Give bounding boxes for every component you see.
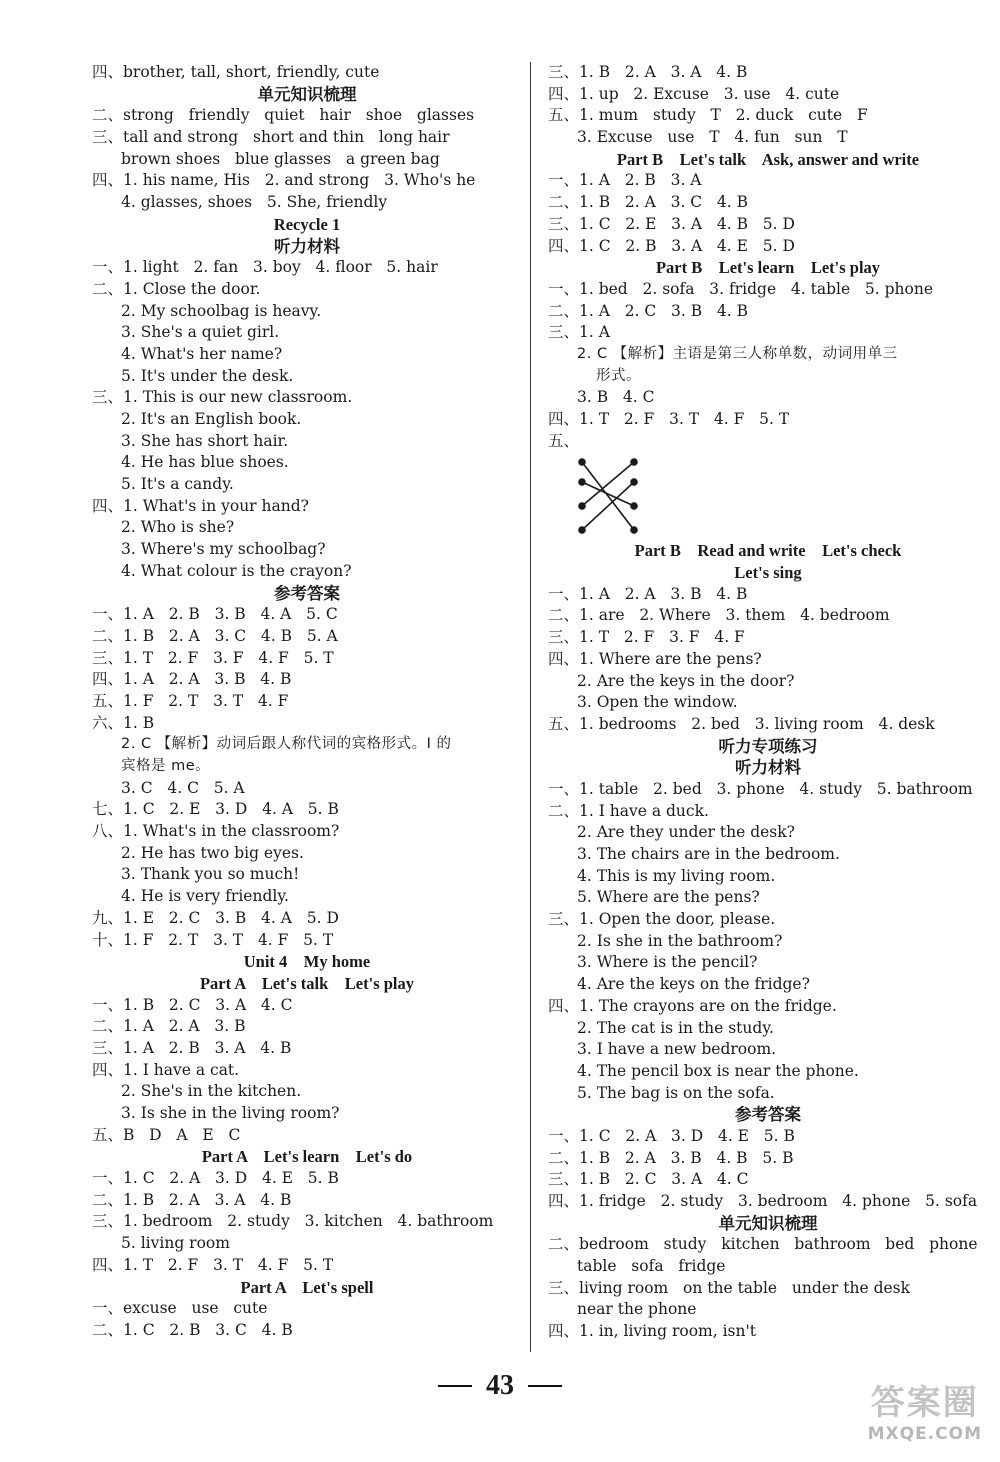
answer-line: 二、1. B 2. A 3. A 4. B: [92, 1190, 292, 1209]
answer-line: 3. The chairs are in the bedroom.: [577, 845, 840, 863]
answer-line: 3. She's a quiet girl.: [121, 323, 280, 342]
answer-line: 五、B D A E C: [92, 1125, 241, 1144]
match-dot: [631, 527, 637, 533]
answer-line: 二、1. A 2. C 3. B 4. B: [548, 301, 749, 320]
answer-line: 二、1. B 2. A 3. B 4. B 5. B: [548, 1148, 794, 1167]
answer-line: 一、1. bed 2. sofa 3. fridge 4. table 5. phone: [548, 279, 934, 298]
answer-line: 2. Are they under the desk?: [577, 823, 795, 842]
answer-line: 二、1. I have a duck.: [548, 801, 709, 820]
answer-line: 2. She's in the kitchen.: [121, 1082, 302, 1101]
match-dot: [579, 503, 585, 509]
answer-line: 2. The cat is in the study.: [577, 1018, 774, 1037]
section-heading: Unit 4 My home: [243, 952, 371, 972]
answer-line: 2. Who is she?: [121, 518, 235, 537]
answer-line: 3. She has short hair.: [121, 431, 289, 450]
section-heading: Part B Let's talk Ask, answer and write: [616, 149, 920, 169]
answer-line: 4. What's her name?: [121, 344, 283, 363]
answer-line: 一、1. A 2. A 3. B 4. B: [548, 584, 748, 603]
answer-line: 三、1. T 2. F 3. F 4. F 5. T: [92, 648, 334, 667]
answer-line: 形式。: [596, 367, 641, 384]
answer-line: 一、1. A 2. B 3. B 4. A 5. C: [92, 605, 338, 624]
right-column-top: [548, 62, 988, 452]
answer-line: 一、1. C 2. A 3. D 4. E 5. B: [548, 1126, 795, 1145]
answer-line: 二、1. are 2. Where 3. them 4. bedroom: [548, 606, 890, 625]
answer-line: 二、1. A 2. A 3. B: [92, 1017, 246, 1036]
answer-line: 六、1. B: [92, 713, 155, 732]
answer-line: 3. Open the window.: [577, 693, 738, 712]
answer-line: 2. Are the keys in the door?: [577, 671, 795, 690]
match-dot: [579, 527, 585, 533]
section-heading: 听力材料: [735, 758, 801, 778]
answer-line: near the phone: [577, 1300, 697, 1319]
section-heading: Part A Let's learn Let's do: [201, 1147, 413, 1167]
answer-line: 4. He has blue shoes.: [121, 453, 289, 472]
section-heading: 参考答案: [274, 583, 340, 603]
answer-line: 四、1. What's in your hand?: [92, 496, 309, 515]
answer-line: 八、1. What's in the classroom?: [92, 822, 340, 841]
right-column-bottom: [548, 540, 988, 1342]
answer-line: 二、1. C 2. B 3. C 4. B: [92, 1320, 293, 1339]
match-line-4: [582, 482, 634, 530]
answer-line: 四、1. The crayons are on the fridge.: [548, 996, 837, 1015]
answer-line: 二、1. B 2. A 3. C 4. B: [548, 193, 749, 212]
answer-line: 四、1. his name, His 2. and strong 3. Who's he: [92, 171, 476, 190]
page-number: 43: [486, 1370, 514, 1401]
answer-line: 2. C 【解析】主语是第三人称单数，动词用单三: [577, 345, 898, 362]
answer-line: 2. My schoolbag is heavy.: [121, 301, 322, 320]
answer-line: 3. Excuse use T 4. fun sun T: [577, 128, 848, 147]
answer-line: 四、1. fridge 2. study 3. bedroom 4. phone 5. sofa: [548, 1192, 978, 1210]
section-heading: 听力材料: [274, 236, 340, 256]
match-dot: [579, 459, 585, 465]
answer-line: 四、1. C 2. B 3. A 4. E 5. D: [548, 236, 795, 255]
answer-line: 三、1. A 2. B 3. A 4. B: [92, 1038, 292, 1057]
answer-line: 五、: [548, 431, 580, 450]
answer-line: 九、1. E 2. C 3. B 4. A 5. D: [92, 908, 339, 927]
footer-dash-left: [438, 1385, 472, 1387]
answer-line: 一、1. light 2. fan 3. boy 4. floor 5. hair: [92, 258, 438, 277]
answer-line: 四、1. Where are the pens?: [548, 649, 762, 668]
answer-line: 一、1. A 2. B 3. A: [548, 171, 702, 190]
answer-line: 一、1. B 2. C 3. A 4. C: [92, 995, 293, 1014]
answer-line: 4. What colour is the crayon?: [121, 561, 352, 580]
answer-line: 三、1. bedroom 2. study 3. kitchen 4. bathroom: [92, 1212, 494, 1231]
section-heading: 单元知识梳理: [718, 1213, 818, 1233]
answer-line: 四、1. T 2. F 3. T 4. F 5. T: [92, 1255, 334, 1274]
answer-line: 3. Is she in the living room?: [121, 1104, 340, 1122]
answer-line: 五、1. bedrooms 2. bed 3. living room 4. desk: [548, 714, 935, 733]
answer-line: 五、1. mum study T 2. duck cute F: [548, 106, 868, 125]
answer-line: 二、bedroom study kitchen bathroom bed phone: [548, 1235, 978, 1254]
answer-line: 三、1. T 2. F 3. F 4. F: [548, 628, 745, 647]
answer-line: 三、1. C 2. E 3. A 4. B 5. D: [548, 214, 795, 233]
answer-line: 2. Is she in the bathroom?: [577, 931, 783, 950]
answer-line: 三、1. A: [548, 323, 610, 342]
match-line-2: [582, 482, 634, 506]
answer-line: 3. C 4. C 5. A: [121, 778, 245, 797]
match-line-3: [582, 462, 634, 506]
answer-line: 三、tall and strong short and thin long hair: [92, 128, 450, 147]
answer-line: 一、1. table 2. bed 3. phone 4. study 5. bathroom: [548, 779, 973, 798]
answer-line: 三、1. This is our new classroom.: [92, 388, 353, 407]
answer-line: 5. living room: [121, 1234, 230, 1253]
matching-lines: [570, 452, 660, 538]
answer-line: 4. The pencil box is near the phone.: [577, 1061, 859, 1080]
answer-line: 三、1. B 2. A 3. A 4. B: [548, 63, 748, 81]
footer-dash-right: [528, 1385, 562, 1387]
section-heading: Part A Let's spell: [240, 1277, 374, 1297]
answer-line: 3. I have a new bedroom.: [577, 1040, 777, 1059]
answer-line: 4. He is very friendly.: [121, 887, 289, 906]
answer-line: 5. It's under the desk.: [121, 366, 294, 385]
answer-line: 宾格是 me。: [121, 758, 211, 774]
answer-line: 5. The bag is on the sofa.: [577, 1083, 775, 1102]
right-column: [548, 62, 988, 1343]
answer-line: 五、1. F 2. T 3. T 4. F: [92, 691, 289, 710]
column-divider: [530, 62, 531, 1352]
section-heading: Let's sing: [734, 563, 802, 583]
page-footer: [0, 1370, 1000, 1402]
section-heading: Part B Let's learn Let's play: [655, 258, 881, 278]
answer-line: 四、1. up 2. Excuse 3. use 4. cute: [548, 84, 840, 103]
answer-line: brown shoes blue glasses a green bag: [121, 149, 440, 168]
answer-line: 3. Thank you so much!: [121, 865, 300, 884]
answer-line: 四、1. I have a cat.: [92, 1060, 240, 1079]
answer-line: 2. C 【解析】动词后跟人称代词的宾格形式。I 的: [121, 736, 452, 753]
match-line-1: [582, 462, 634, 530]
section-heading: 单元知识梳理: [257, 84, 357, 104]
answer-line: 二、1. Close the door.: [92, 279, 261, 298]
match-dot: [631, 459, 637, 465]
match-dot: [631, 503, 637, 509]
answer-line: 4. This is my living room.: [577, 866, 776, 885]
answer-line: 2. He has two big eyes.: [121, 843, 304, 862]
section-heading: Part B Read and write Let's check: [634, 541, 902, 561]
answer-line: 七、1. C 2. E 3. D 4. A 5. B: [92, 800, 339, 819]
answer-line: 二、strong friendly quiet hair shoe glasses: [92, 106, 475, 125]
answer-line: 四、brother, tall, short, friendly, cute: [92, 63, 380, 81]
answer-line: 4. glasses, shoes 5. She, friendly: [121, 193, 388, 212]
answer-line: 3. Where is the pencil?: [577, 953, 758, 972]
section-heading: Part A Let's talk Let's play: [199, 973, 415, 993]
watermark-site: MXQE.COM: [867, 1424, 982, 1444]
section-heading: 听力专项练习: [718, 736, 818, 756]
answer-line: table sofa fridge: [577, 1257, 726, 1276]
match-dot: [631, 479, 637, 485]
answer-line: 一、excuse use cute: [92, 1299, 268, 1318]
answer-line: 二、1. B 2. A 3. C 4. B 5. A: [92, 626, 338, 645]
answer-line: 2. It's an English book.: [121, 410, 302, 428]
answer-line: 三、1. Open the door, please.: [548, 910, 776, 929]
answer-line: 4. Are the keys on the fridge?: [577, 975, 810, 994]
site-watermark: [868, 1375, 982, 1444]
watermark-logo: 答案圈: [870, 1383, 979, 1423]
match-dot: [579, 479, 585, 485]
answer-line: 一、1. C 2. A 3. D 4. E 5. B: [92, 1169, 339, 1188]
answer-line: 5. It's a candy.: [121, 475, 234, 494]
answer-line: 十、1. F 2. T 3. T 4. F 5. T: [92, 930, 334, 949]
answer-line: 3. Where's my schoolbag?: [121, 540, 326, 559]
answer-line: 四、1. in, living room, isn't: [548, 1322, 756, 1341]
answer-line: 3. B 4. C: [577, 388, 655, 407]
answer-line: 三、1. B 2. C 3. A 4. C: [548, 1170, 749, 1189]
answer-line: 三、living room on the table under the desk: [548, 1278, 911, 1297]
answer-line: 四、1. A 2. A 3. B 4. B: [92, 670, 292, 689]
section-heading: Recycle 1: [273, 214, 341, 234]
left-column: [92, 62, 522, 1342]
matching-figure: [548, 452, 988, 540]
answer-line: 5. Where are the pens?: [577, 888, 760, 907]
answer-line: 四、1. T 2. F 3. T 4. F 5. T: [548, 410, 790, 428]
section-heading: 参考答案: [735, 1105, 801, 1125]
